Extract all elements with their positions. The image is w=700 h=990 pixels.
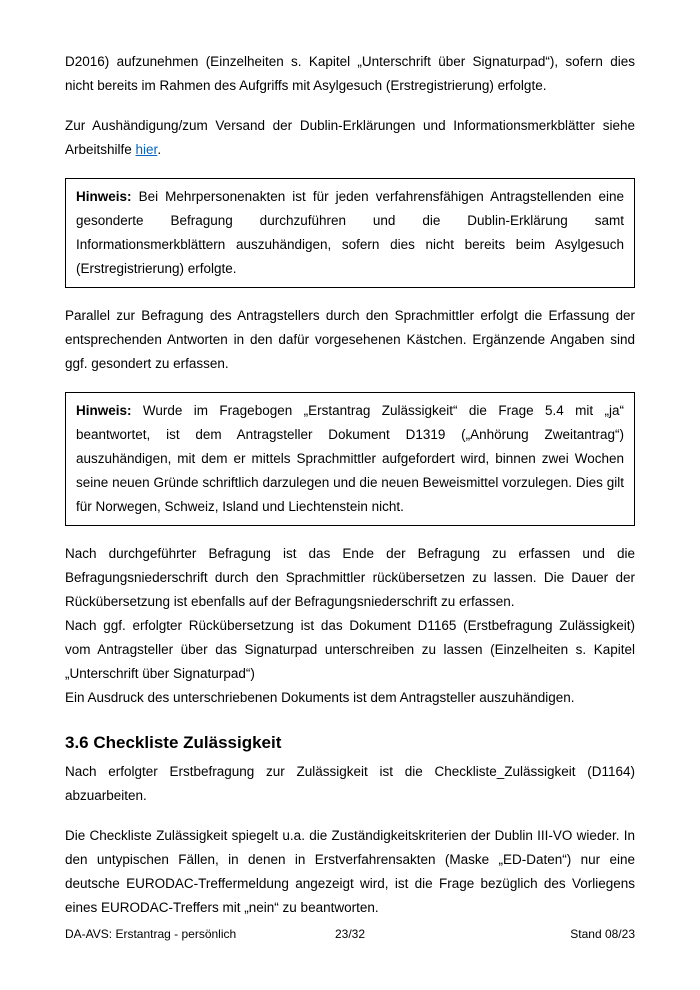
section-heading-checkliste: 3.6 Checkliste Zulässigkeit bbox=[65, 733, 282, 752]
hinweis-box-mehrpersonenakten bbox=[65, 178, 635, 288]
paragraph-block-abschluss bbox=[65, 542, 635, 710]
paragraph-ausdruck: Ein Ausdruck des unterschriebenen Dokuments ist dem Antragsteller auszuhändigen. bbox=[65, 690, 575, 705]
hinweis-box-fragebogen bbox=[65, 392, 635, 526]
footer-document-title: DA-AVS: Erstantrag - persönlich bbox=[65, 927, 237, 941]
page-footer bbox=[65, 926, 635, 942]
footer-version-date: Stand 08/23 bbox=[570, 927, 635, 941]
footer-page-number: 23/32 bbox=[334, 927, 366, 941]
hinweis-text: Bei Mehrpersonenakten ist für jeden verfahrensfähigen Antragstellenden eine gesonderte Befragung durchzuführen und die Dublin-Erklärung samt Informationsmerkblättern auszuhändigen, sofern dies nicht bereits beim Asylgesuch (Erstregistrierung) erfolgte. bbox=[76, 189, 624, 276]
hinweis-label: Hinweis: bbox=[76, 189, 132, 204]
paragraph-ende-befragung: Nach durchgeführter Befragung ist das Ende der Befragung zu erfassen und die Befragungsniederschrift durch den Sprachmittler rückübersetzen zu lassen. Die Dauer der Rückübersetzung ist ebenfalls auf der Befragungsniederschrift zu erfassen. bbox=[65, 546, 635, 609]
paragraph-text-post: . bbox=[157, 142, 162, 157]
hinweis-text: Wurde im Fragebogen „Erstantrag Zulässigkeit“ die Frage 5.4 mit „ja“ beantwortet, ist dem Antragsteller Dokument D1319 („Anhörung Zweitantrag“) auszuhändigen, mit dem er mittels Sprachmittler aufgefordert wird, binnen zwei Wochen seine neuen Gründe schriftlich darzulegen und die neuen Beweismittel vorzulegen. Dies gilt für Norwegen, Schweiz, Island und Liechtenstein nicht. bbox=[76, 403, 624, 514]
arbeitshilfe-hier-link[interactable]: hier bbox=[135, 142, 158, 157]
paragraph-checkliste-abarbeiten: Nach erfolgter Erstbefragung zur Zulässigkeit ist die Checkliste_Zulässigkeit (D1164) abzuarbeiten. bbox=[65, 764, 635, 803]
paragraph-rueckuebersetzung: Nach ggf. erfolgter Rückübersetzung ist das Dokument D1165 (Erstbefragung Zulässigkeit) vom Antragsteller über das Signaturpad unterschreiben zu lassen (Einzelheiten s. Kapitel „Unterschrift über Signaturpad“) bbox=[65, 618, 635, 681]
paragraph-parallel-befragung: Parallel zur Befragung des Antragstellers durch den Sprachmittler erfolgt die Erfassung der entsprechenden Antworten in den dafür vorgesehenen Kästchen. Ergänzende Angaben sind ggf. gesondert zu erfassen. bbox=[65, 308, 635, 371]
paragraph-signaturpad: D2016) aufzunehmen (Einzelheiten s. Kapitel „Unterschrift über Signaturpad“), sofern dies nicht bereits im Rahmen des Aufgriffs mit Asylgesuch (Erstregistrierung) erfolgte. bbox=[65, 54, 635, 93]
paragraph-eurodac: Die Checkliste Zulässigkeit spiegelt u.a. die Zuständigkeitskriterien der Dublin III-VO wieder. In den untypischen Fällen, in denen in Erstverfahrensakten (Maske „ED-Daten“) nur eine deutsche EURODAC-Treffermeldung angezeigt wird, ist die Frage bezüglich des Vorliegens eines EURODAC-Treffers mit „nein“ zu beantworten. bbox=[65, 828, 635, 915]
paragraph-text-pre: Zur Aushändigung/zum Versand der Dublin-Erklärungen und Informationsmerkblätter siehe Arbeitshilfe bbox=[65, 118, 635, 157]
paragraph-aushaendigung bbox=[65, 114, 635, 162]
hinweis-label: Hinweis: bbox=[76, 403, 132, 418]
